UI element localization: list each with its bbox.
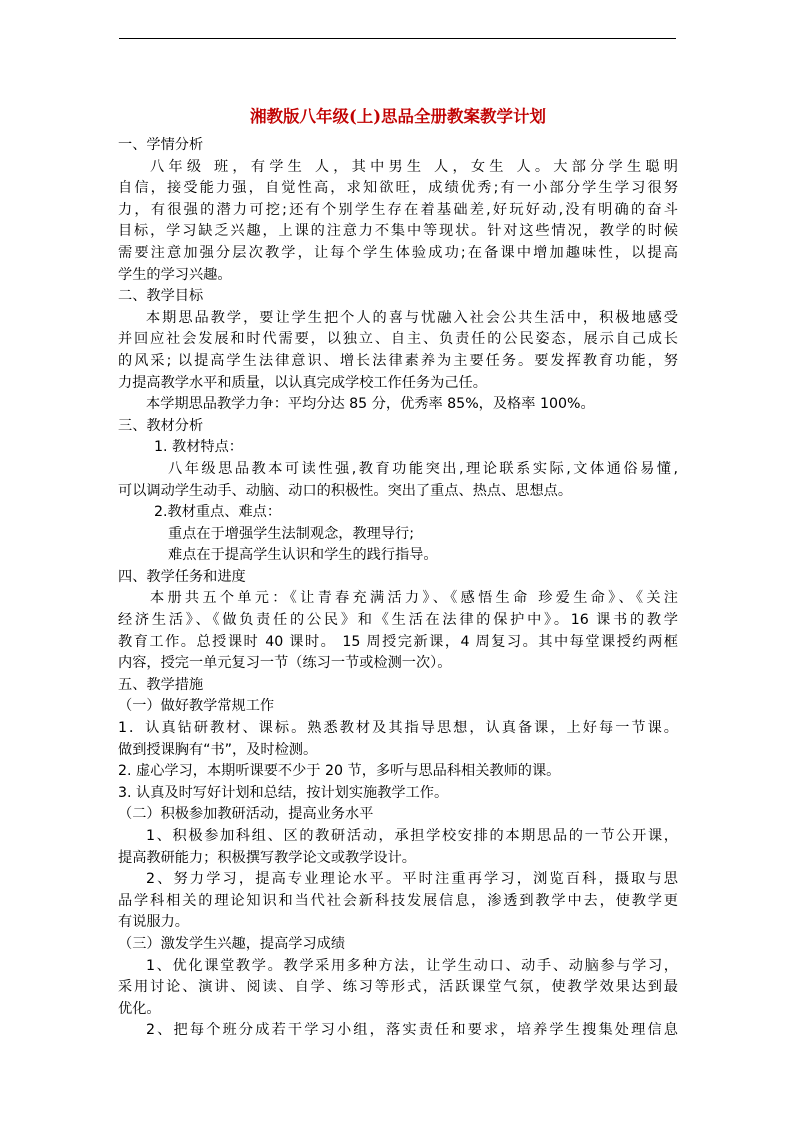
- paragraph-line: 1、积极参加科组、区的教研活动，承担学校安排的本期思品的一节公开课，: [146, 828, 678, 844]
- paragraph-line: 目标，学习缺乏兴趣，上课的注意力不集中等现状。针对这些情况，教学的时候: [118, 223, 678, 240]
- document-title: 湘教版八年级(上)思品全册教案教学计划: [249, 107, 547, 126]
- paragraph-line: 力，有很强的潜力可挖;还有个别学生存在着基础差,好玩好动,没有明确的奋斗: [118, 201, 678, 218]
- section-heading-materials: 三、教材分析: [118, 417, 204, 434]
- paragraph-line: 本期思品教学，要让学生把个人的喜与忧融入社会公共生活中，积极地感受: [146, 309, 678, 326]
- paragraph-line: 1．认真钻研教材、课标。熟悉教材及其指导思想，认真备课，上好每一节课。: [118, 720, 678, 737]
- subheading: （三）激发学生兴趣，提高学习成绩: [118, 935, 346, 952]
- section-heading-goals: 二、教学目标: [118, 288, 204, 305]
- paragraph-line: 需要注意加强分层次教学，让每个学生体验成功;在备课中增加趣味性，以提高: [118, 244, 678, 261]
- paragraph-line: 2、把每个班分成若干学习小组，落实责任和要求，培养学生搜集处理信息: [146, 1022, 678, 1039]
- paragraph-line: 教育工作。总授课时 40 课时。 15 周授完新课，4 周复习。其中每堂课授约两框: [118, 633, 678, 650]
- subheading: 2.教材重点、难点：: [154, 504, 282, 521]
- paragraph-line: 优化。: [118, 1000, 161, 1017]
- paragraph-line: 采用讨论、演讲、阅读、自学、练习等形式，活跃课堂气氛，使教学效果达到最: [118, 979, 678, 996]
- header-rule: [119, 38, 676, 39]
- paragraph-line: 2. 虚心学习，本期听课要不少于 20 节，多听与思品科相关教师的课。: [118, 763, 561, 780]
- section-heading-measures: 五、教学措施: [118, 676, 204, 693]
- paragraph-line: 力提高教学水平和质量，以认真完成学校工作任务为己任。: [118, 374, 487, 391]
- subheading: （二）积极参加教研活动，提高业务水平: [118, 806, 374, 823]
- paragraph-line: 有说服力。: [118, 914, 189, 931]
- paragraph-line: 2、努力学习，提高专业理论水平。平时注重再学习，浏览百科，摄取与思: [146, 871, 678, 888]
- paragraph-line: 重点在于增强学生法制观念，教理导行;: [168, 525, 414, 542]
- paragraph-line: 做到授课胸有“书”，及时检测。: [118, 741, 318, 758]
- paragraph-line: 内容，授完一单元复习一节（练习一节或检测一次）。: [118, 655, 452, 672]
- paragraph-line: 1、优化课堂教学。教学采用多种方法，让学生动口、动手、动脑参与学习，: [146, 957, 678, 974]
- document-body: [118, 105, 678, 1042]
- paragraph-line: 提高教研能力；积极撰写教学论文或教学设计。: [118, 849, 416, 866]
- paragraph-line: 的风采; 以提高学生法律意识、增长法律素养为主要任务。要发挥教育功能，努: [118, 352, 678, 369]
- paragraph-line: 本学期思品教学力争：平均分达 85 分，优秀率 85%，及格率 100%。: [146, 396, 595, 413]
- paragraph-line: 自信，接受能力强，自觉性高，求知欲旺，成绩优秀;有一小部分学生学习很努: [118, 180, 678, 197]
- paragraph-line: 并回应社会发展和时代需要，以独立、自主、负责任的公民姿态，展示自己成长: [118, 331, 678, 348]
- subheading: （一）做好教学常规工作: [118, 698, 275, 715]
- section-heading-tasks: 四、教学任务和进度: [118, 568, 246, 585]
- paragraph-line: 八年级思品教本可读性强,教育功能突出,理论联系实际,文体通俗易懂,: [168, 460, 678, 477]
- paragraph-line: 经济生活》、《做负责任的公民》和《生活在法律的保护中》。16 课书的教学: [118, 612, 678, 629]
- paragraph-line: 可以调动学生动手、动脑、动口的积极性。突出了重点、热点、思想点。: [118, 482, 573, 499]
- paragraph-line: 本册共五个单元：《让青春充满活力》、《感悟生命 珍爱生命》、《关注: [150, 590, 678, 607]
- paragraph-line: 品学科相关的理论知识和当代社会新科技发展信息，渗透到教学中去，使教学更: [118, 892, 678, 909]
- paragraph-line: 学生的学习兴趣。: [118, 266, 232, 283]
- subheading: 1. 教材特点：: [154, 439, 243, 456]
- paragraph-line: 八年级 班，有学生 人，其中男生 人，女生 人。大部分学生聪明: [150, 158, 678, 175]
- paragraph-line: 3. 认真及时写好计划和总结，按计划实施教学工作。: [118, 784, 449, 801]
- paragraph-line: 难点在于提高学生认识和学生的践行指导。: [168, 547, 438, 564]
- section-heading-situation: 一、学情分析: [118, 137, 204, 153]
